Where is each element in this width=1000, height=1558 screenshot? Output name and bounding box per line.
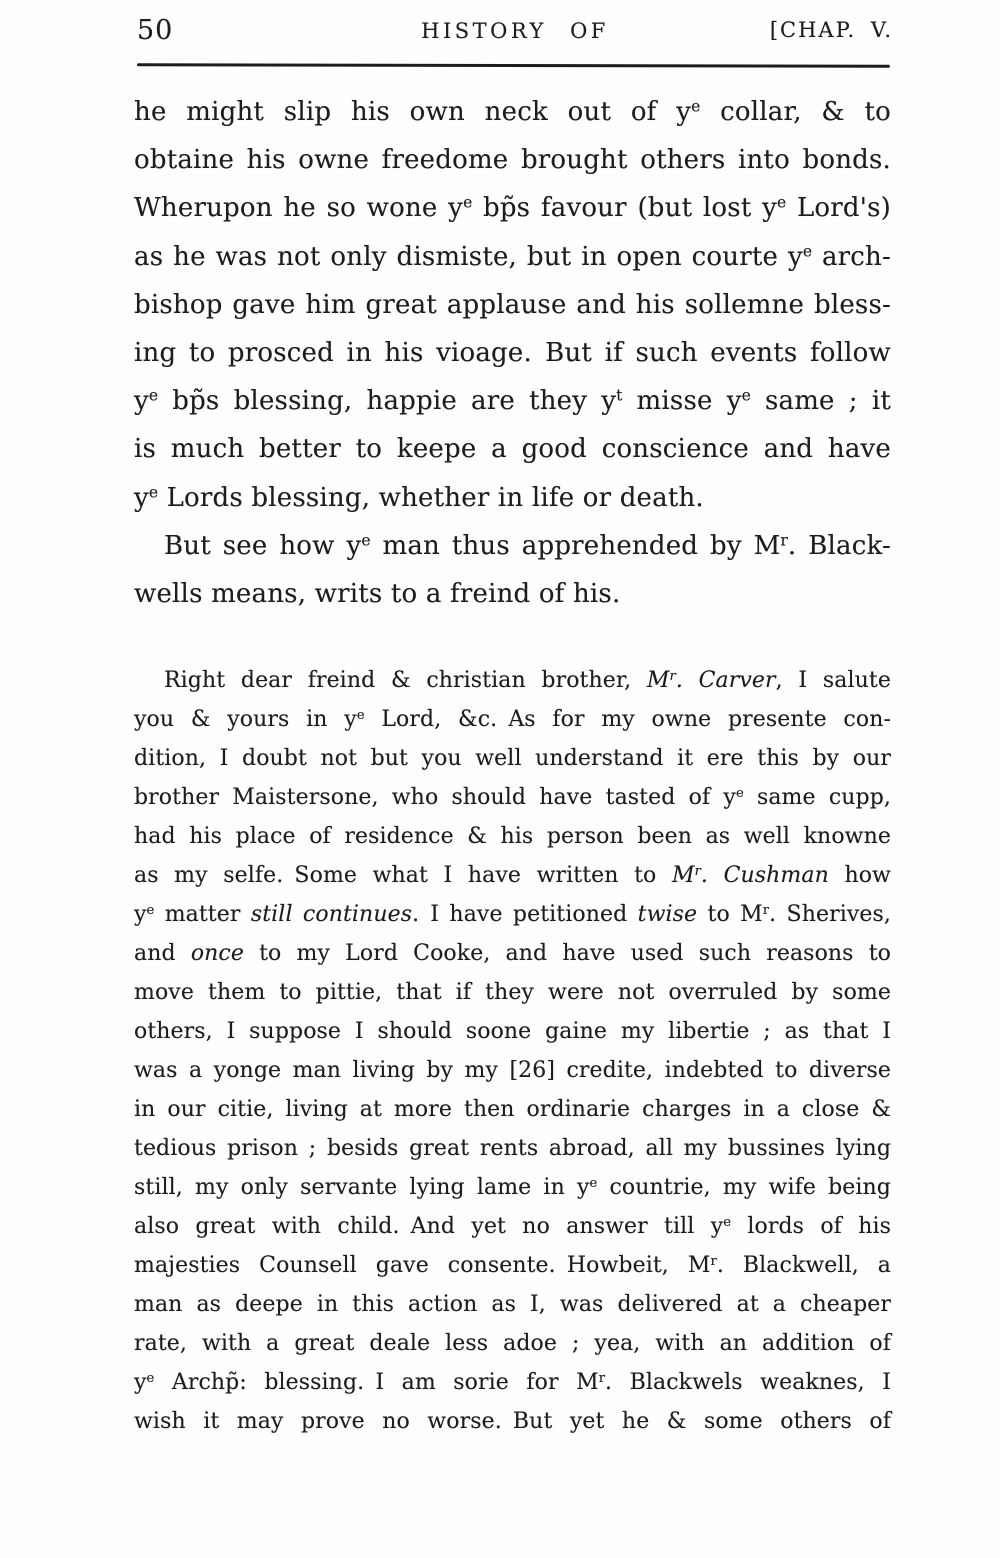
text-line: wells means, writs to a freind of his. xyxy=(134,579,621,610)
chapter-label: [CHAP. V. xyxy=(769,18,893,42)
text-line: man as deepe in this action as I, was delivered at a cheaper xyxy=(134,1292,891,1317)
text-line: in our citie, living at more then ordinarie charges in a close & xyxy=(134,1097,891,1122)
text-line: $y^e$ matter still continues. I have petitioned twise to $M^r$. Sherives, xyxy=(134,902,891,927)
text-line: Wherupon he so wone $y^e$ bp̃s favour (but lost $y^e$ Lord's) xyxy=(134,193,891,224)
text-line: tedious prison ; besids great rents abroad, all my bussines lying xyxy=(134,1136,891,1161)
text-line: rate, with a great deale less adoe ; yea, with an addition of xyxy=(134,1331,891,1356)
text-line: others, I suppose I should soone gaine my libertie ; as that I xyxy=(134,1019,891,1044)
text-line: $y^e$ Archp̃: blessing. I am sorie for $M^r$. Blackwels weaknes, I xyxy=(134,1370,891,1395)
letter-excerpt xyxy=(134,661,891,1441)
text-line: brother Maistersone, who should have tasted of $y^e$ same cupp, xyxy=(134,785,891,810)
header-rule xyxy=(137,63,890,68)
running-title: HISTORY OF xyxy=(421,19,609,43)
text-line: $y^e$ Lords blessing, whether in life or death. xyxy=(134,482,704,513)
text-line: as he was not only dismiste, but in open courte $y^e$ arch- xyxy=(134,241,891,272)
text-line: majesties Counsell gave consente. Howbeit, $M^r$. Blackwell, a xyxy=(134,1253,891,1278)
page-header xyxy=(137,13,893,49)
text-line: wish it may prove no worse. But yet he & some others of xyxy=(134,1409,891,1434)
text-line: as my selfe. Some what I have written to $M^r$. Cushman how xyxy=(134,863,891,888)
page-number: 50 xyxy=(137,15,174,46)
text-line: move them to pittie, that if they were not overruled by some xyxy=(134,980,891,1005)
text-line: bishop gave him great applause and his sollemne bless- xyxy=(134,289,891,320)
text-line: still, my only servante lying lame in $y^e$ countrie, my wife being xyxy=(134,1175,891,1200)
text-line: had his place of residence & his person been as well knowne xyxy=(134,824,891,849)
text-line: also great with child. And yet no answer till $y^e$ lords of his xyxy=(134,1214,891,1239)
text-line: you & yours in $y^e$ Lord, &c. As for my owne presente con- xyxy=(134,707,891,732)
text-line: But see how $y^e$ man thus apprehended by $M^r$. Black- xyxy=(164,530,891,561)
text-line: $y^e$ bp̃s blessing, happie are they $y^t$ misse $y^e$ same ; it xyxy=(134,386,891,417)
text-line: obtaine his owne freedome brought others into bonds. xyxy=(134,145,891,176)
text-line: he might slip his own neck out of $y^e$ collar, & to xyxy=(134,97,891,127)
text-line: and once to my Lord Cooke, and have used such reasons to xyxy=(134,941,891,966)
text-line: ing to prosced in his vioage. But if such events follow xyxy=(134,338,891,369)
text-line: is much better to keepe a good conscience and have xyxy=(134,434,891,465)
text-line: was a yonge man living by my [26] credite, indebted to diverse xyxy=(134,1058,891,1083)
text-line: Right dear freind & christian brother, $M^r$. Carver, I salute xyxy=(164,668,891,693)
text-line: dition, I doubt not but you well understand it ere this by our xyxy=(134,746,891,771)
body-paragraphs xyxy=(134,88,891,618)
